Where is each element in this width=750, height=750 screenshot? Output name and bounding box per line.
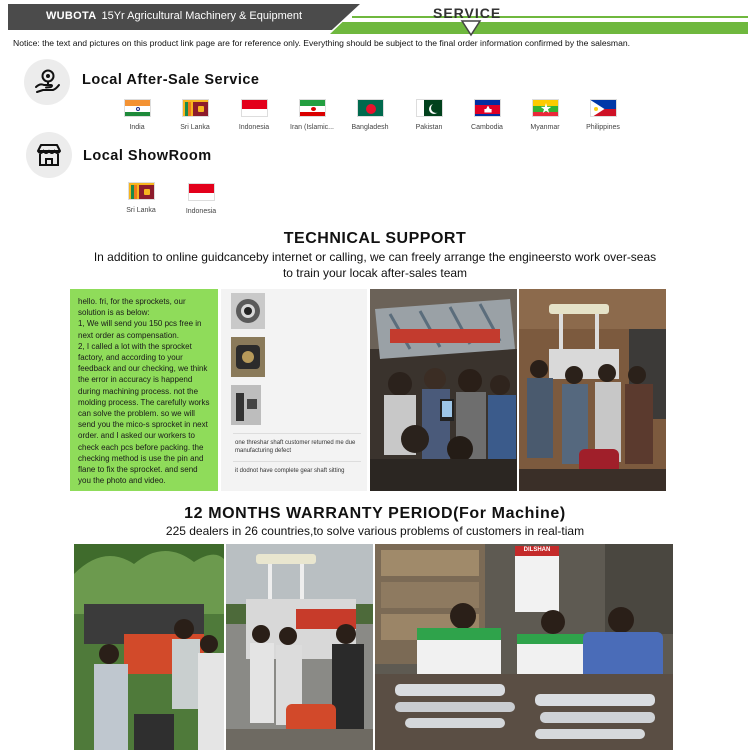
country-indonesia bbox=[224, 99, 284, 131]
iran-flag-icon bbox=[299, 99, 326, 117]
country-name: Philippines bbox=[586, 124, 620, 131]
section-tab-service: SERVICE bbox=[433, 5, 502, 21]
indonesia-flag-icon bbox=[241, 99, 268, 117]
country-philippines bbox=[573, 99, 633, 131]
country-name: Indonesia bbox=[238, 124, 270, 131]
country-name: Pakistan bbox=[415, 124, 443, 131]
country-name: Sri Lanka bbox=[126, 207, 156, 214]
country-iran bbox=[282, 99, 342, 131]
after-sale-title: Local After-Sale Service bbox=[82, 72, 260, 88]
brand-tagline: 15Yr Agricultural Machinery & Equipment bbox=[101, 10, 303, 22]
training-crowd-photo bbox=[370, 289, 517, 491]
country-name: Bangladesh bbox=[351, 124, 389, 131]
hand-location-icon bbox=[24, 59, 70, 105]
myanmar-flag-icon bbox=[532, 99, 559, 117]
divider bbox=[233, 433, 361, 434]
sri-lanka-flag-icon bbox=[128, 182, 155, 200]
notice-text: Notice: the text and pictures on this product link page are for reference only. Everything should be subject to the final order information confirmed by the salesman. bbox=[13, 38, 631, 48]
pakistan-flag-icon bbox=[416, 99, 443, 117]
field-repair-photo bbox=[74, 544, 224, 750]
bangladesh-flag-icon bbox=[357, 99, 384, 117]
brand-name: WUBOTA bbox=[46, 10, 97, 22]
sri-lanka-flag-icon bbox=[182, 99, 209, 117]
india-flag-icon bbox=[124, 99, 151, 117]
country-name: Iran (Islamic... bbox=[290, 124, 334, 131]
tech-support-title: TECHNICAL SUPPORT bbox=[283, 230, 467, 247]
country-name: Cambodia bbox=[471, 124, 503, 131]
customer-note-1: one threshar shaft customer returned me due manufacturing defect bbox=[235, 440, 356, 454]
showroom-indonesia bbox=[171, 183, 231, 215]
chevron-down-icon bbox=[460, 18, 482, 38]
indonesia-flag-icon bbox=[188, 183, 215, 201]
harvester-team-photo bbox=[226, 544, 373, 750]
warranty-title: 12 MONTHS WARRANTY PERIOD(For Machine) bbox=[184, 505, 566, 522]
header-brand-text bbox=[46, 10, 302, 22]
country-name: India bbox=[129, 124, 145, 131]
country-bangladesh bbox=[340, 99, 400, 131]
country-india bbox=[107, 99, 167, 131]
showroom-sri-lanka bbox=[111, 182, 171, 214]
showroom-title: Local ShowRoom bbox=[83, 148, 212, 164]
chat-message-text: hello. fri, for the sprockets, our solution is as below: 1, We will send you 150 pcs free in next order as compensation. 2, I called a lot with the sprocket factory, and according to your feedback and our checking, we think the error in accuracy is happend during machining process. not the molding process. The carefully works can solve the problem. so we will send you the mico-s sprocket in next order. and I asked our workers to check each pcs before packing. the checking method is use the pin and flane to fix the sprocket. and send you the photo and video. bbox=[78, 297, 210, 486]
country-name: Indonesia bbox=[185, 208, 217, 215]
service-crowd-photo bbox=[519, 289, 666, 491]
cambodia-flag-icon bbox=[474, 99, 501, 117]
workshop-shafts-photo bbox=[375, 544, 673, 750]
country-pakistan bbox=[399, 99, 459, 131]
country-name: Sri Lanka bbox=[180, 124, 210, 131]
country-name: Myanmar bbox=[530, 124, 560, 131]
country-cambodia bbox=[457, 99, 517, 131]
storefront-icon bbox=[26, 132, 72, 178]
customer-chat-panel bbox=[221, 289, 367, 491]
divider bbox=[233, 461, 361, 462]
philippines-flag-icon bbox=[590, 99, 617, 117]
customer-note-2: it dodnot have complete gear shaft sitting bbox=[235, 468, 345, 474]
shop-sign: DILSHAN bbox=[523, 547, 551, 553]
warranty-subtitle: 225 dealers in 26 countries,to solve various problems of customers in real-tiam bbox=[165, 524, 585, 538]
country-myanmar bbox=[515, 99, 575, 131]
tech-support-line2: to train your locak after-sales team bbox=[282, 266, 468, 280]
chat-message-card bbox=[70, 289, 218, 491]
header-green-line bbox=[352, 16, 748, 18]
country-sri-lanka bbox=[165, 99, 225, 131]
header-green-bar bbox=[330, 22, 748, 34]
tech-support-line1: In addition to online guidcanceby internet or calling, we can freely arrange the engineersto work over-seas bbox=[93, 250, 657, 264]
